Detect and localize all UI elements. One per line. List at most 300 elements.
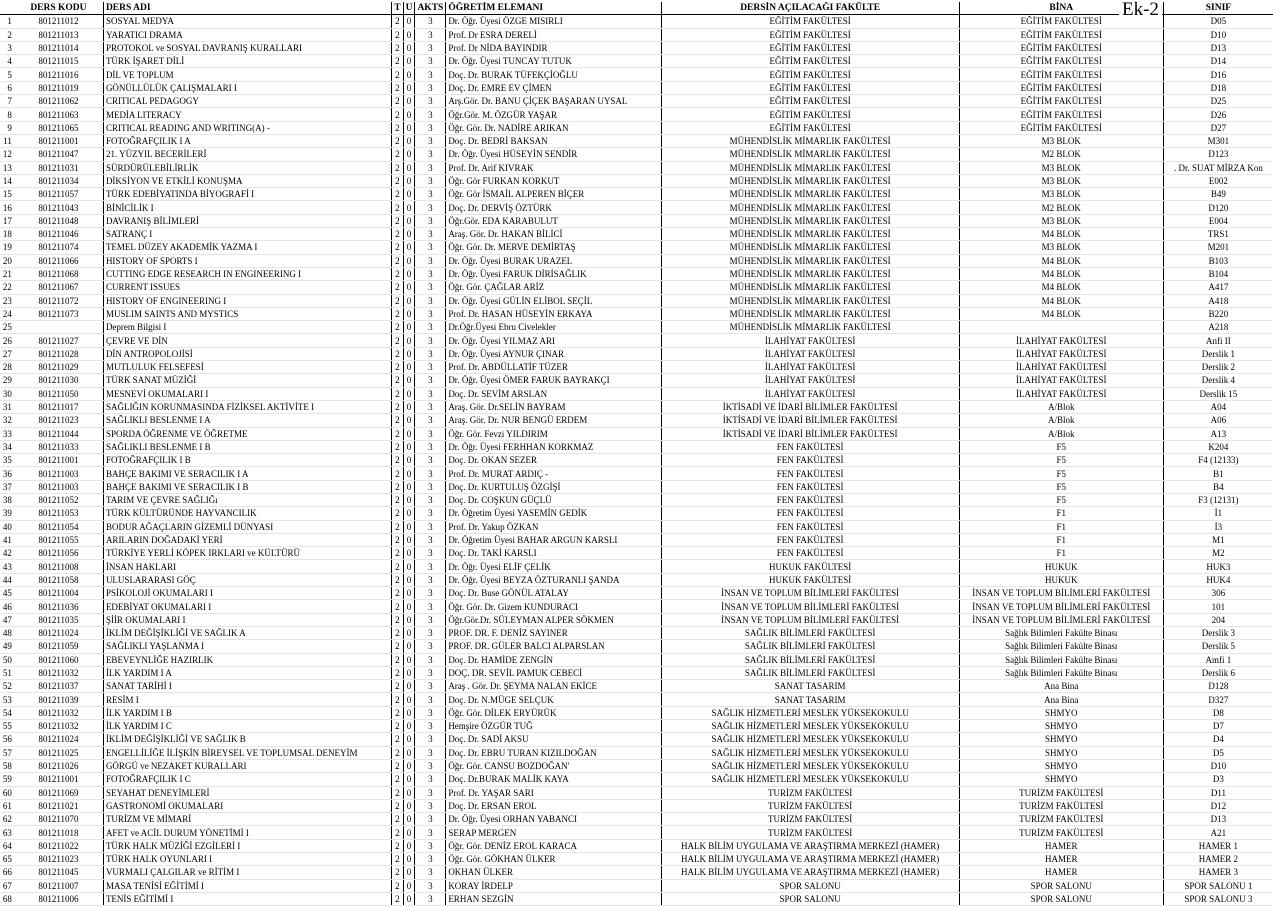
table-row <box>0 148 1273 161</box>
bina-cell: İLAHİYAT FAKÜLTESİ <box>959 361 1163 374</box>
row-number: 56 <box>0 733 14 746</box>
fakulte-cell: SAĞLIK HİZMETLERİ MESLEK YÜKSEKOKULU <box>661 773 959 786</box>
u-cell: 0 <box>403 892 415 905</box>
ders-adi-cell: İNSAN HAKLARI <box>103 560 391 573</box>
ders-kodu-cell: 801211044 <box>14 427 104 440</box>
ders-adi-cell: 21. YÜZYIL BECERİLERİ <box>103 148 391 161</box>
table-row <box>0 680 1273 693</box>
ders-adi-cell: SEYAHAT DENEYİMLERİ <box>103 786 391 799</box>
row-number: 58 <box>0 759 14 772</box>
ders-kodu-cell: 801211055 <box>14 533 104 546</box>
row-number: 55 <box>0 720 14 733</box>
table-row <box>0 400 1273 413</box>
fakulte-cell: EĞİTİM FAKÜLTESİ <box>661 121 959 134</box>
akts-cell: 3 <box>415 547 446 560</box>
fakulte-cell: İLAHİYAT FAKÜLTESİ <box>661 374 959 387</box>
ogretim-elemani-cell: Doç. Dr. SEVİM ARSLAN <box>446 387 661 400</box>
sinif-cell: M201 <box>1163 241 1273 254</box>
t-cell: 2 <box>392 587 403 600</box>
table-row <box>0 68 1273 81</box>
ders-adi-cell: MUSLIM SAINTS AND MYSTICS <box>103 307 391 320</box>
ders-kodu-cell: 801211065 <box>14 121 104 134</box>
u-cell: 0 <box>403 666 415 679</box>
bina-cell: HAMER <box>959 839 1163 852</box>
row-number: 31 <box>0 400 14 413</box>
table-row <box>0 839 1273 852</box>
row-number: 40 <box>0 520 14 533</box>
fakulte-cell: HALK BİLİM UYGULAMA VE ARAŞTIRMA MERKEZİ (HAMER) <box>661 839 959 852</box>
ders-adi-cell: MESNEVİ OKUMALARI I <box>103 387 391 400</box>
sinif-cell: Amfi 1 <box>1163 653 1273 666</box>
ogretim-elemani-cell: Doç. Dr. HAMİDE ZENGİN <box>446 653 661 666</box>
akts-cell: 3 <box>415 680 446 693</box>
ders-kodu-cell: 801211032 <box>14 666 104 679</box>
u-cell: 0 <box>403 414 415 427</box>
sinif-cell: E004 <box>1163 214 1273 227</box>
sinif-cell: D12 <box>1163 799 1273 812</box>
ders-adi-cell: TENİS EĞİTİMİ I <box>103 892 391 905</box>
ders-kodu-cell: 801211007 <box>14 879 104 892</box>
row-number: 35 <box>0 454 14 467</box>
ders-kodu-cell: 801211066 <box>14 254 104 267</box>
t-cell: 2 <box>392 467 403 480</box>
ders-adi-cell: GASTRONOMİ OKUMALARI <box>103 799 391 812</box>
ders-adi-cell: TÜRK KÜLTÜRÜNDE HAYVANCILIK <box>103 507 391 520</box>
fakulte-cell: İNSAN VE TOPLUM BİLİMLERİ FAKÜLTESİ <box>661 613 959 626</box>
t-cell: 2 <box>392 334 403 347</box>
sinif-cell: B103 <box>1163 254 1273 267</box>
t-cell: 2 <box>392 254 403 267</box>
bina-cell: EĞİTİM FAKÜLTESİ <box>959 55 1163 68</box>
row-number: 4 <box>0 55 14 68</box>
sinif-cell: İ1 <box>1163 507 1273 520</box>
fakulte-cell: MÜHENDİSLİK MİMARLIK FAKÜLTESİ <box>661 134 959 147</box>
ders-kodu-cell: 801211058 <box>14 573 104 586</box>
ders-kodu-cell: 801211050 <box>14 387 104 400</box>
t-cell: 2 <box>392 813 403 826</box>
ders-adi-cell: Deprem Bilgisi I <box>103 321 391 334</box>
t-cell: 2 <box>392 427 403 440</box>
row-number: 2 <box>0 28 14 41</box>
bina-cell: SHMYO <box>959 720 1163 733</box>
table-row <box>0 374 1273 387</box>
bina-cell: SHMYO <box>959 706 1163 719</box>
bina-cell: TURİZM FAKÜLTESİ <box>959 826 1163 839</box>
u-cell: 0 <box>403 307 415 320</box>
akts-cell: 3 <box>415 853 446 866</box>
ders-adi-cell: İKLİM DEĞİŞİKLİĞİ VE SAĞLIK A <box>103 626 391 639</box>
ders-kodu-cell: 801211047 <box>14 148 104 161</box>
ders-adi-cell: AFET ve ACİL DURUM YÖNETİMİ I <box>103 826 391 839</box>
row-number: 65 <box>0 853 14 866</box>
t-cell: 2 <box>392 188 403 201</box>
row-number: 14 <box>0 174 14 187</box>
bina-cell: M3 BLOK <box>959 161 1163 174</box>
sinif-cell: K204 <box>1163 440 1273 453</box>
akts-cell: 3 <box>415 414 446 427</box>
u-cell: 0 <box>403 573 415 586</box>
ogretim-elemani-cell: Dr. Öğretim Üyesi BAHAR ARGUN KARSLI <box>446 533 661 546</box>
table-row <box>0 161 1273 174</box>
ders-adi-cell: TÜRK HALK OYUNLARI I <box>103 853 391 866</box>
ogretim-elemani-cell: Öğr.Gör.Dr. SÜLEYMAN ALPER SÖKMEN <box>446 613 661 626</box>
fakulte-cell: SANAT TASARIM <box>661 693 959 706</box>
row-number: 63 <box>0 826 14 839</box>
fakulte-cell: İLAHİYAT FAKÜLTESİ <box>661 347 959 360</box>
t-cell: 2 <box>392 600 403 613</box>
t-cell: 2 <box>392 879 403 892</box>
col-header-fakulte: DERSİN AÇILACAĞI FAKÜLTE <box>661 2 959 15</box>
fakulte-cell: TURİZM FAKÜLTESİ <box>661 799 959 812</box>
ogretim-elemani-cell: Araş. Gör. Dr. HAKAN BİLİCİ <box>446 228 661 241</box>
table-row <box>0 573 1273 586</box>
u-cell: 0 <box>403 600 415 613</box>
table-row <box>0 334 1273 347</box>
bina-cell: F1 <box>959 547 1163 560</box>
ders-adi-cell: YARATICI DRAMA <box>103 28 391 41</box>
fakulte-cell: MÜHENDİSLİK MİMARLIK FAKÜLTESİ <box>661 228 959 241</box>
akts-cell: 3 <box>415 108 446 121</box>
akts-cell: 3 <box>415 493 446 506</box>
fakulte-cell: FEN FAKÜLTESİ <box>661 547 959 560</box>
ders-adi-cell: SAĞLIKLI BESLENME I B <box>103 440 391 453</box>
t-cell: 2 <box>392 733 403 746</box>
ogretim-elemani-cell: Öğr. Gör İSMAİL ALPEREN BİÇER <box>446 188 661 201</box>
row-number: 54 <box>0 706 14 719</box>
u-cell: 0 <box>403 493 415 506</box>
ders-kodu-cell: 801211062 <box>14 95 104 108</box>
u-cell: 0 <box>403 480 415 493</box>
ders-adi-cell: TÜRK SANAT MÜZİĞİ <box>103 374 391 387</box>
sinif-cell: B104 <box>1163 267 1273 280</box>
ogretim-elemani-cell: Öğr. Gör. Fevzi YILDIRIM <box>446 427 661 440</box>
ders-adi-cell: BİNİCİLİK I <box>103 201 391 214</box>
t-cell: 2 <box>392 214 403 227</box>
ders-adi-cell: BODUR AĞAÇLARIN GİZEMLİ DÜNYASI <box>103 520 391 533</box>
sinif-cell: A418 <box>1163 294 1273 307</box>
ders-kodu-cell: 801211037 <box>14 680 104 693</box>
table-row <box>0 134 1273 147</box>
ders-kodu-cell: 801211068 <box>14 267 104 280</box>
akts-cell: 3 <box>415 55 446 68</box>
u-cell: 0 <box>403 241 415 254</box>
ogretim-elemani-cell: Prof. Dr. MURAT ARDIÇ - <box>446 467 661 480</box>
row-number: 5 <box>0 68 14 81</box>
bina-cell: EĞİTİM FAKÜLTESİ <box>959 41 1163 54</box>
fakulte-cell: SAĞLIK HİZMETLERİ MESLEK YÜKSEKOKULU <box>661 746 959 759</box>
bina-cell: İLAHİYAT FAKÜLTESİ <box>959 387 1163 400</box>
row-number: 68 <box>0 892 14 905</box>
row-number: 37 <box>0 480 14 493</box>
akts-cell: 3 <box>415 613 446 626</box>
sinif-cell: D10 <box>1163 759 1273 772</box>
akts-cell: 3 <box>415 334 446 347</box>
akts-cell: 3 <box>415 533 446 546</box>
sinif-cell: M301 <box>1163 134 1273 147</box>
table-row <box>0 414 1273 427</box>
u-cell: 0 <box>403 507 415 520</box>
ogretim-elemani-cell: Prof. Dr. Arif KIVRAK <box>446 161 661 174</box>
row-number: 29 <box>0 374 14 387</box>
ders-adi-cell: RESİM I <box>103 693 391 706</box>
akts-cell: 3 <box>415 347 446 360</box>
bina-cell: Sağlık Bilimleri Fakülte Binası <box>959 626 1163 639</box>
row-number: 12 <box>0 148 14 161</box>
ders-adi-cell: TÜRK EDEBİYATINDA BİYOGRAFİ I <box>103 188 391 201</box>
t-cell: 2 <box>392 321 403 334</box>
bina-cell: F1 <box>959 533 1163 546</box>
table-row <box>0 41 1273 54</box>
table-row <box>0 520 1273 533</box>
table-row <box>0 759 1273 772</box>
bina-cell: F1 <box>959 520 1163 533</box>
fakulte-cell: SPOR SALONU <box>661 879 959 892</box>
u-cell: 0 <box>403 799 415 812</box>
akts-cell: 3 <box>415 773 446 786</box>
sinif-cell: M1 <box>1163 533 1273 546</box>
t-cell: 2 <box>392 573 403 586</box>
akts-cell: 3 <box>415 826 446 839</box>
bina-cell: M3 BLOK <box>959 214 1163 227</box>
ogretim-elemani-cell: Araş. Gör. Dr.SELİN BAYRAM <box>446 400 661 413</box>
fakulte-cell: EĞİTİM FAKÜLTESİ <box>661 15 959 28</box>
t-cell: 2 <box>392 41 403 54</box>
ders-kodu-cell: 801211070 <box>14 813 104 826</box>
fakulte-cell: FEN FAKÜLTESİ <box>661 440 959 453</box>
u-cell: 0 <box>403 773 415 786</box>
ogretim-elemani-cell: Doç. Dr. Buse GÖNÜL ATALAY <box>446 587 661 600</box>
t-cell: 2 <box>392 28 403 41</box>
t-cell: 2 <box>392 201 403 214</box>
ders-kodu-cell: 801211052 <box>14 493 104 506</box>
bina-cell: M3 BLOK <box>959 188 1163 201</box>
row-number: 9 <box>0 121 14 134</box>
sinif-cell: B49 <box>1163 188 1273 201</box>
t-cell: 2 <box>392 15 403 28</box>
akts-cell: 3 <box>415 706 446 719</box>
akts-cell: 3 <box>415 41 446 54</box>
ogretim-elemani-cell: Öğr. Gör. CANSU BOZDOĞAN' <box>446 759 661 772</box>
akts-cell: 3 <box>415 786 446 799</box>
sinif-cell: Anfi II <box>1163 334 1273 347</box>
table-row <box>0 267 1273 280</box>
bina-cell: İNSAN VE TOPLUM BİLİMLERİ FAKÜLTESİ <box>959 587 1163 600</box>
akts-cell: 3 <box>415 267 446 280</box>
bina-cell: TURİZM FAKÜLTESİ <box>959 799 1163 812</box>
bina-cell: M4 BLOK <box>959 254 1163 267</box>
ogretim-elemani-cell: Öğr. Gör. GÖKHAN ÜLKER <box>446 853 661 866</box>
t-cell: 2 <box>392 95 403 108</box>
akts-cell: 3 <box>415 626 446 639</box>
ders-adi-cell: CRITICAL READING AND WRITING(A) - <box>103 121 391 134</box>
akts-cell: 3 <box>415 520 446 533</box>
table-row <box>0 347 1273 360</box>
fakulte-cell: İLAHİYAT FAKÜLTESİ <box>661 387 959 400</box>
ders-kodu-cell: 801211015 <box>14 55 104 68</box>
ogretim-elemani-cell: Doç. Dr. OKAN SEZER <box>446 454 661 467</box>
sinif-cell: Derslik 3 <box>1163 626 1273 639</box>
t-cell: 2 <box>392 826 403 839</box>
sinif-cell: A06 <box>1163 414 1273 427</box>
sinif-cell: D8 <box>1163 706 1273 719</box>
t-cell: 2 <box>392 640 403 653</box>
row-number: 23 <box>0 294 14 307</box>
t-cell: 2 <box>392 520 403 533</box>
bina-cell: A/Blok <box>959 414 1163 427</box>
ogretim-elemani-cell: Dr. Öğr. Üyesi ÖMER FARUK BAYRAKÇI <box>446 374 661 387</box>
t-cell: 2 <box>392 533 403 546</box>
ogretim-elemani-cell: Dr. Öğr. Üyesi AYNUR ÇINAR <box>446 347 661 360</box>
t-cell: 2 <box>392 161 403 174</box>
akts-cell: 3 <box>415 188 446 201</box>
ogretim-elemani-cell: Dr. Öğretim Üyesi YASEMİN GEDİK <box>446 507 661 520</box>
t-cell: 2 <box>392 853 403 866</box>
ogretim-elemani-cell: Dr. Öğr. Üyesi BEYZA ÖZTURANLI ŞANDA <box>446 573 661 586</box>
ders-adi-cell: ÇEVRE VE DİN <box>103 334 391 347</box>
row-number: 51 <box>0 666 14 679</box>
table-row <box>0 587 1273 600</box>
t-cell: 2 <box>392 294 403 307</box>
ders-adi-cell: ŞİİR OKUMALARI I <box>103 613 391 626</box>
bina-cell: EĞİTİM FAKÜLTESİ <box>959 95 1163 108</box>
ders-adi-cell: CRITICAL PEDAGOGY <box>103 95 391 108</box>
table-row <box>0 241 1273 254</box>
t-cell: 2 <box>392 507 403 520</box>
col-header-bina: BİNA <box>959 2 1163 15</box>
table-row <box>0 626 1273 639</box>
sinif-cell: . Dr. SUAT MİRZA Kon <box>1163 161 1273 174</box>
bina-cell: M3 BLOK <box>959 174 1163 187</box>
table-row <box>0 361 1273 374</box>
col-header-ders-kodu: DERS KODU <box>14 2 104 15</box>
table-row <box>0 773 1273 786</box>
ders-adi-cell: İLK YARDIM I C <box>103 720 391 733</box>
fakulte-cell: SAĞLIK HİZMETLERİ MESLEK YÜKSEKOKULU <box>661 720 959 733</box>
ders-kodu-cell: 801211057 <box>14 188 104 201</box>
ders-kodu-cell: 801211056 <box>14 547 104 560</box>
fakulte-cell: MÜHENDİSLİK MİMARLIK FAKÜLTESİ <box>661 161 959 174</box>
u-cell: 0 <box>403 720 415 733</box>
bina-cell: İNSAN VE TOPLUM BİLİMLERİ FAKÜLTESİ <box>959 613 1163 626</box>
sinif-cell: A218 <box>1163 321 1273 334</box>
akts-cell: 3 <box>415 68 446 81</box>
ders-adi-cell: TEMEL DÜZEY AKADEMİK YAZMA I <box>103 241 391 254</box>
fakulte-cell: FEN FAKÜLTESİ <box>661 533 959 546</box>
u-cell: 0 <box>403 626 415 639</box>
ders-kodu-cell: 801211013 <box>14 28 104 41</box>
header-row <box>0 2 1273 15</box>
ders-adi-cell: FOTOĞRAFÇILIK I C <box>103 773 391 786</box>
sinif-cell: HUK3 <box>1163 560 1273 573</box>
u-cell: 0 <box>403 547 415 560</box>
bina-cell: SHMYO <box>959 773 1163 786</box>
akts-cell: 3 <box>415 241 446 254</box>
row-number: 46 <box>0 600 14 613</box>
t-cell: 2 <box>392 241 403 254</box>
sinif-cell: 306 <box>1163 587 1273 600</box>
sinif-cell: M2 <box>1163 547 1273 560</box>
row-number: 48 <box>0 626 14 639</box>
row-number: 15 <box>0 188 14 201</box>
sinif-cell: F3 (12131) <box>1163 493 1273 506</box>
t-cell: 2 <box>392 121 403 134</box>
bina-cell: SHMYO <box>959 733 1163 746</box>
sinif-cell: A21 <box>1163 826 1273 839</box>
ders-adi-cell: ULUSLARARASI GÖÇ <box>103 573 391 586</box>
row-number: 47 <box>0 613 14 626</box>
fakulte-cell: SANAT TASARIM <box>661 680 959 693</box>
bina-cell: TURİZM FAKÜLTESİ <box>959 786 1163 799</box>
ders-adi-cell: CUTTING EDGE RESEARCH IN ENGINEERING I <box>103 267 391 280</box>
akts-cell: 3 <box>415 839 446 852</box>
bina-cell: M4 BLOK <box>959 267 1163 280</box>
ders-kodu-cell: 801211069 <box>14 786 104 799</box>
akts-cell: 3 <box>415 879 446 892</box>
table-row <box>0 427 1273 440</box>
t-cell: 2 <box>392 307 403 320</box>
t-cell: 2 <box>392 267 403 280</box>
ders-adi-cell: PROTOKOL ve SOSYAL DAVRANIŞ KURALLARI <box>103 41 391 54</box>
t-cell: 2 <box>392 228 403 241</box>
ders-kodu-cell: 801211003 <box>14 467 104 480</box>
sinif-cell: D3 <box>1163 773 1273 786</box>
ogretim-elemani-cell: Doç. Dr. TAKİ KARSLI <box>446 547 661 560</box>
ogretim-elemani-cell: Prof. Dr. ABDÜLLATİF TÜZER <box>446 361 661 374</box>
akts-cell: 3 <box>415 480 446 493</box>
fakulte-cell: HALK BİLİM UYGULAMA VE ARAŞTIRMA MERKEZİ (HAMER) <box>661 853 959 866</box>
u-cell: 0 <box>403 254 415 267</box>
ogretim-elemani-cell: Prof. Dr. HASAN HÜSEYİN ERKAYA <box>446 307 661 320</box>
bina-cell: M2 BLOK <box>959 201 1163 214</box>
table-row <box>0 600 1273 613</box>
fakulte-cell: EĞİTİM FAKÜLTESİ <box>661 108 959 121</box>
ders-kodu-cell: 801211022 <box>14 839 104 852</box>
sinif-cell: SPOR SALONU 1 <box>1163 879 1273 892</box>
table-row <box>0 706 1273 719</box>
fakulte-cell: İLAHİYAT FAKÜLTESİ <box>661 361 959 374</box>
table-row <box>0 387 1273 400</box>
ders-kodu-cell: 801211024 <box>14 626 104 639</box>
t-cell: 2 <box>392 400 403 413</box>
t-cell: 2 <box>392 892 403 905</box>
ogretim-elemani-cell: Doç. Dr. EMRE EV ÇİMEN <box>446 81 661 94</box>
ders-adi-cell: GÖNÜLLÜLÜK ÇALIŞMALARI I <box>103 81 391 94</box>
row-number: 3 <box>0 41 14 54</box>
ogretim-elemani-cell: KORAY İRDELP <box>446 879 661 892</box>
fakulte-cell: EĞİTİM FAKÜLTESİ <box>661 55 959 68</box>
ders-adi-cell: BAHÇE BAKIMI VE SERACILIK I A <box>103 467 391 480</box>
u-cell: 0 <box>403 81 415 94</box>
row-number: 49 <box>0 640 14 653</box>
row-number: 36 <box>0 467 14 480</box>
ders-adi-cell: HISTORY OF ENGINEERING I <box>103 294 391 307</box>
u-cell: 0 <box>403 347 415 360</box>
ogretim-elemani-cell: Dr. Öğr. Üyesi ORHAN YABANCI <box>446 813 661 826</box>
fakulte-cell: FEN FAKÜLTESİ <box>661 454 959 467</box>
col-header-t: T <box>392 2 403 15</box>
fakulte-cell: İKTİSADİ VE İDARİ BİLİMLER FAKÜLTESİ <box>661 427 959 440</box>
table-row <box>0 879 1273 892</box>
ders-adi-cell: SANAT TARİHİ I <box>103 680 391 693</box>
ders-kodu-cell: 801211072 <box>14 294 104 307</box>
ogretim-elemani-cell: PROF. DR. GÜLER BALCI ALPARSLAN <box>446 640 661 653</box>
akts-cell: 3 <box>415 653 446 666</box>
ogretim-elemani-cell: Doç. Dr. BEDRİ BAKSAN <box>446 134 661 147</box>
bina-cell: M3 BLOK <box>959 134 1163 147</box>
ogretim-elemani-cell: Dr. Öğr. Üyesi YILMAZ ARI <box>446 334 661 347</box>
ders-kodu-cell: 801211032 <box>14 720 104 733</box>
akts-cell: 3 <box>415 281 446 294</box>
